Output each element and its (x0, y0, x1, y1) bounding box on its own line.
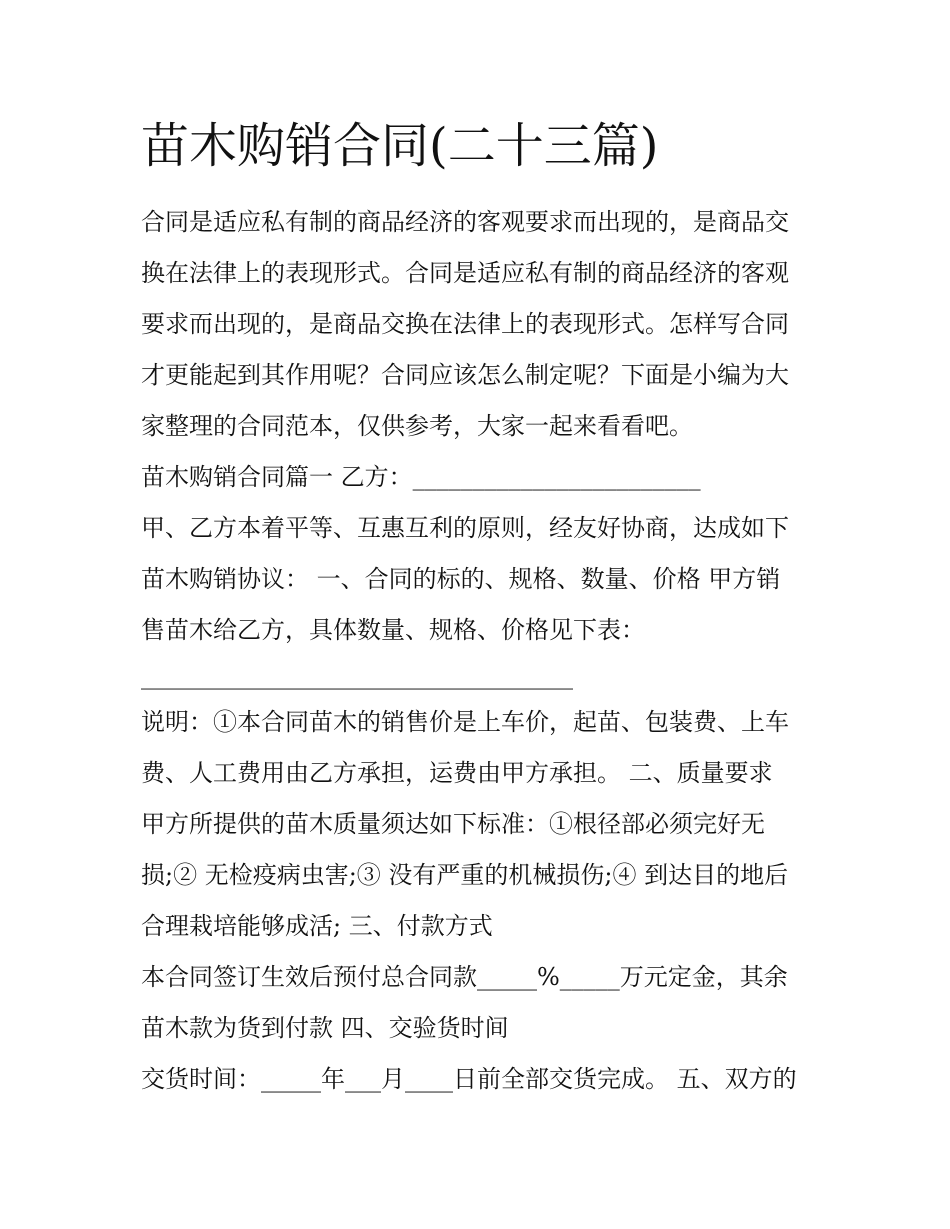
paragraph-line: 苗木购销合同篇一 乙方：________________________ (141, 463, 701, 491)
paragraph-line: 甲方所提供的苗木质量须达如下标准：①根径部必须完好无 (141, 810, 765, 838)
paragraph-line: 家整理的合同范本，仅供参考，大家一起来看看吧。 (141, 412, 693, 440)
paragraph-line: 换在法律上的表现形式。合同是适应私有制的商品经济的客观 (141, 259, 789, 287)
paragraph-line: 要求而出现的，是商品交换在法律上的表现形式。怎样写合同 (141, 310, 789, 338)
paragraph-line: 说明：①本合同苗木的销售价是上车价，起苗、包装费、上车 (141, 708, 789, 736)
paragraph-line: 合理栽培能够成活; 三、付款方式 (141, 912, 493, 940)
paragraph-line: 售苗木给乙方，具体数量、规格、价格见下表： (141, 616, 645, 644)
paragraph-line: 本合同签订生效后预付总合同款_____%_____万元定金，其余 (141, 963, 788, 991)
document-title: 苗木购销合同(二十三篇) (141, 118, 659, 174)
paragraph-line: 费、人工费用由乙方承担，运费由甲方承担。 二、质量要求 (141, 759, 773, 787)
paragraph-line: 苗木款为货到付款 四、交验货时间 (141, 1014, 509, 1042)
paragraph-line: 交货时间：_____年___月____日前全部交货完成。 五、双方的 (141, 1065, 797, 1093)
paragraph-line: 苗木购销协议： 一、合同的标的、规格、数量、价格 甲方销 (141, 565, 781, 593)
paragraph-line: 损;② 无检疫病虫害;③ 没有严重的机械损伤;④ 到达目的地后 (141, 861, 789, 889)
paragraph-line: 才更能起到其作用呢？合同应该怎么制定呢？下面是小编为大 (141, 361, 789, 389)
blank-fill-line: ____________________________________ (141, 662, 573, 690)
paragraph-line: 合同是适应私有制的商品经济的客观要求而出现的，是商品交 (141, 208, 789, 236)
paragraph-line: 甲、乙方本着平等、互惠互利的原则，经友好协商，达成如下 (141, 514, 789, 542)
